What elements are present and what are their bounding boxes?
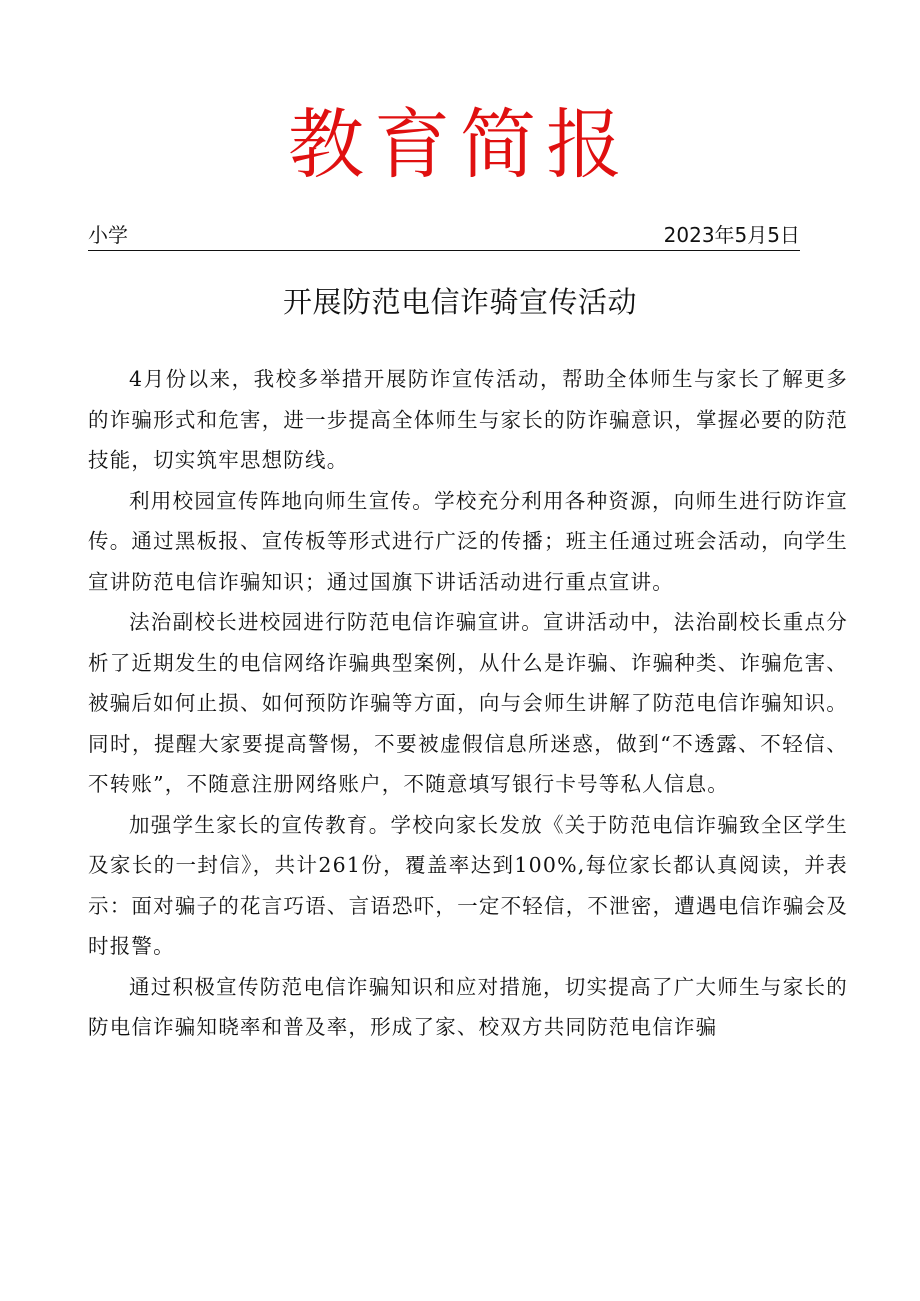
- paragraph: 通过积极宣传防范电信诈骗知识和应对措施，切实提高了广大师生与家长的防电信诈骗知晓率和普及率，形成了家、校双方共同防范电信诈骗: [88, 974, 848, 1039]
- paragraph: 法治副校长进校园进行防范电信诈骗宣讲。宣讲活动中，法治副校长重点分析了近期发生的电信网络诈骗典型案例，从什么是诈骗、诈骗种类、诈骗危害、被骗后如何止损、如何预防诈骗等方面，向与会师生讲解了防范电信诈骗知识。同时，提醒大家要提高警惕，不要被虚假信息所迷惑，做到“不透露、不轻信、不转账”，不随意注册网络账户，不随意填写银行卡号等私人信息。: [88, 610, 848, 796]
- paragraph: 4月份以来，我校多举措开展防诈宣传活动，帮助全体师生与家长了解更多的诈骗形式和危害，进一步提高全体师生与家长的防诈骗意识，掌握必要的防范技能，切实筑牢思想防线。: [88, 367, 848, 472]
- article-body: [88, 359, 848, 1048]
- meta-line: [88, 220, 800, 251]
- issue-date: 2023年5月5日: [663, 223, 800, 247]
- paragraph: 利用校园宣传阵地向师生宣传。学校充分利用各种资源，向师生进行防诈宣传。通过黑板报、宣传板等形式进行广泛的传播；班主任通过班会活动，向学生宣讲防范电信诈骗知识；通过国旗下讲话活动进行重点宣讲。: [88, 488, 848, 594]
- paragraph: 加强学生家长的宣传教育。学校向家长发放《关于防范电信诈骗致全区学生及家长的一封信》，共计261份，覆盖率达到100%,每位家长都认真阅读，并表示：面对骗子的花言巧语、言语恐吓，一定不轻信，不泄密，遭遇电信诈骗会及时报警。: [88, 812, 848, 958]
- article-headline: 开展防范电信诈骑宣传活动: [282, 285, 637, 319]
- school-name: 小学: [88, 223, 128, 247]
- masthead-title: 教育简报: [288, 100, 632, 189]
